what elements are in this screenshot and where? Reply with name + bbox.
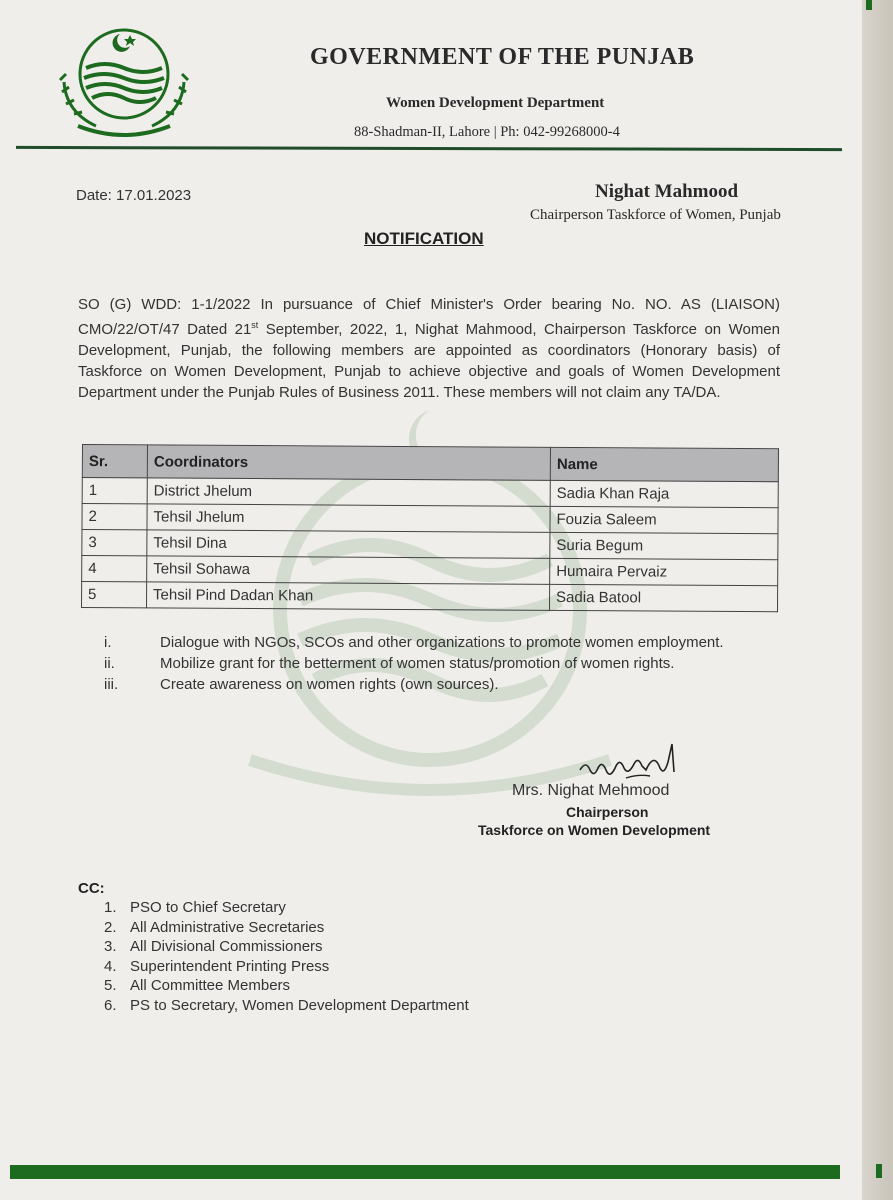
- objectives-list: [104, 634, 780, 697]
- cc-list: [104, 898, 469, 1015]
- list-item-number: 3.: [104, 938, 117, 955]
- ordinal-suffix: st: [251, 320, 259, 330]
- edge-mark: [876, 1164, 882, 1178]
- list-item-number: 6.: [104, 996, 117, 1014]
- list-item-text: All Divisional Commissioners: [130, 938, 323, 955]
- cell-sr: 5: [82, 582, 147, 608]
- list-item-text: Superintendent Printing Press: [130, 957, 330, 975]
- handwritten-signature: [576, 740, 686, 784]
- cell-sr: 1: [82, 478, 147, 504]
- cell-coordinator: Tehsil Pind Dadan Khan: [147, 582, 550, 610]
- cc-label: CC:: [78, 880, 105, 897]
- list-item-text: All Committee Members: [130, 977, 291, 994]
- list-item-number: i.: [104, 634, 112, 651]
- cell-sr: 3: [82, 530, 147, 556]
- list-item-text: Create awareness on women rights (own sources).: [160, 676, 499, 693]
- cell-name: Sadia Khan Raja: [550, 480, 778, 507]
- list-item-text: PSO to Chief Secretary: [130, 899, 286, 916]
- cell-coordinator: Tehsil Sohawa: [147, 556, 550, 584]
- department-address: 88-Shadman-II, Lahore | Ph: 042-99268000-4: [354, 124, 620, 140]
- list-item-number: 2.: [104, 918, 117, 936]
- cell-coordinator: Tehsil Dina: [147, 530, 550, 558]
- list-item: [104, 957, 469, 977]
- cell-coordinator: Tehsil Jhelum: [147, 504, 550, 532]
- list-item-number: iii.: [104, 676, 119, 693]
- list-item: [104, 898, 469, 918]
- cell-name: Sadia Batool: [549, 584, 777, 611]
- cell-name: Humaira Pervaiz: [550, 558, 778, 585]
- issuer-title: Chairperson Taskforce of Women, Punjab: [530, 207, 781, 223]
- signatory-role: Chairperson: [566, 804, 649, 820]
- column-header-sr: Sr.: [82, 445, 147, 478]
- cell-sr: 4: [82, 556, 147, 582]
- list-item: [104, 976, 469, 996]
- coordinators-table: [81, 444, 779, 612]
- signatory-name: Mrs. Nighat Mehmood: [512, 782, 670, 799]
- edge-mark: [866, 0, 872, 10]
- paragraph-part: September, 2022, 1, Nighat Mahmood, Chairperson Taskforce on Women Development, Punjab, the following members are appointed as coordinators (Honorary basis) of Taskforce on Women Development, Punjab to achieve objective and goals of Women Development Department under the Punjab Rules of Business 2011. These members will not claim any TA/DA.: [78, 321, 780, 401]
- list-item-number: 4.: [104, 957, 117, 975]
- column-header-coordinators: Coordinators: [147, 445, 550, 480]
- signatory-organization: Taskforce on Women Development: [478, 822, 711, 838]
- department-name: Women Development Department: [386, 95, 605, 111]
- list-item-text: Mobilize grant for the betterment of women status/promotion of women rights.: [160, 655, 675, 672]
- list-item-text: Dialogue with NGOs, SCOs and other organizations to promote women employment.: [160, 634, 724, 651]
- table-header-row: [82, 445, 778, 482]
- cell-name: Fouzia Saleem: [550, 506, 778, 533]
- issuer-name: Nighat Mahmood: [595, 181, 739, 202]
- list-item: [104, 676, 780, 694]
- government-title: GOVERNMENT OF THE PUNJAB: [310, 44, 695, 70]
- notification-paragraph: [78, 294, 780, 403]
- list-item-number: 5.: [104, 977, 117, 994]
- list-item: [104, 996, 469, 1016]
- column-header-name: Name: [550, 447, 778, 481]
- cell-coordinator: District Jhelum: [147, 478, 550, 506]
- list-item: [104, 634, 780, 652]
- page-edge: [862, 0, 893, 1200]
- list-item: [104, 918, 469, 938]
- cell-sr: 2: [82, 504, 147, 530]
- notification-heading: NOTIFICATION: [364, 229, 484, 248]
- list-item-text: PS to Secretary, Women Development Department: [130, 996, 469, 1014]
- paragraph-part: SO (G) WDD: 1-1/2022 In pursuance of Chief Minister's Order bearing No. NO. AS (LIAISON) CMO/22/OT/47 Dated 21: [78, 296, 780, 338]
- list-item-number: ii.: [104, 655, 115, 672]
- punjab-seal-logo: [56, 22, 192, 140]
- list-item-text: All Administrative Secretaries: [130, 918, 325, 936]
- document-date: Date: 17.01.2023: [76, 187, 192, 204]
- table-row: [82, 582, 778, 612]
- cell-name: Suria Begum: [550, 532, 778, 559]
- footer-rule: [10, 1165, 840, 1179]
- list-item: [104, 655, 780, 673]
- list-item: [104, 937, 469, 957]
- list-item-number: 1.: [104, 899, 117, 916]
